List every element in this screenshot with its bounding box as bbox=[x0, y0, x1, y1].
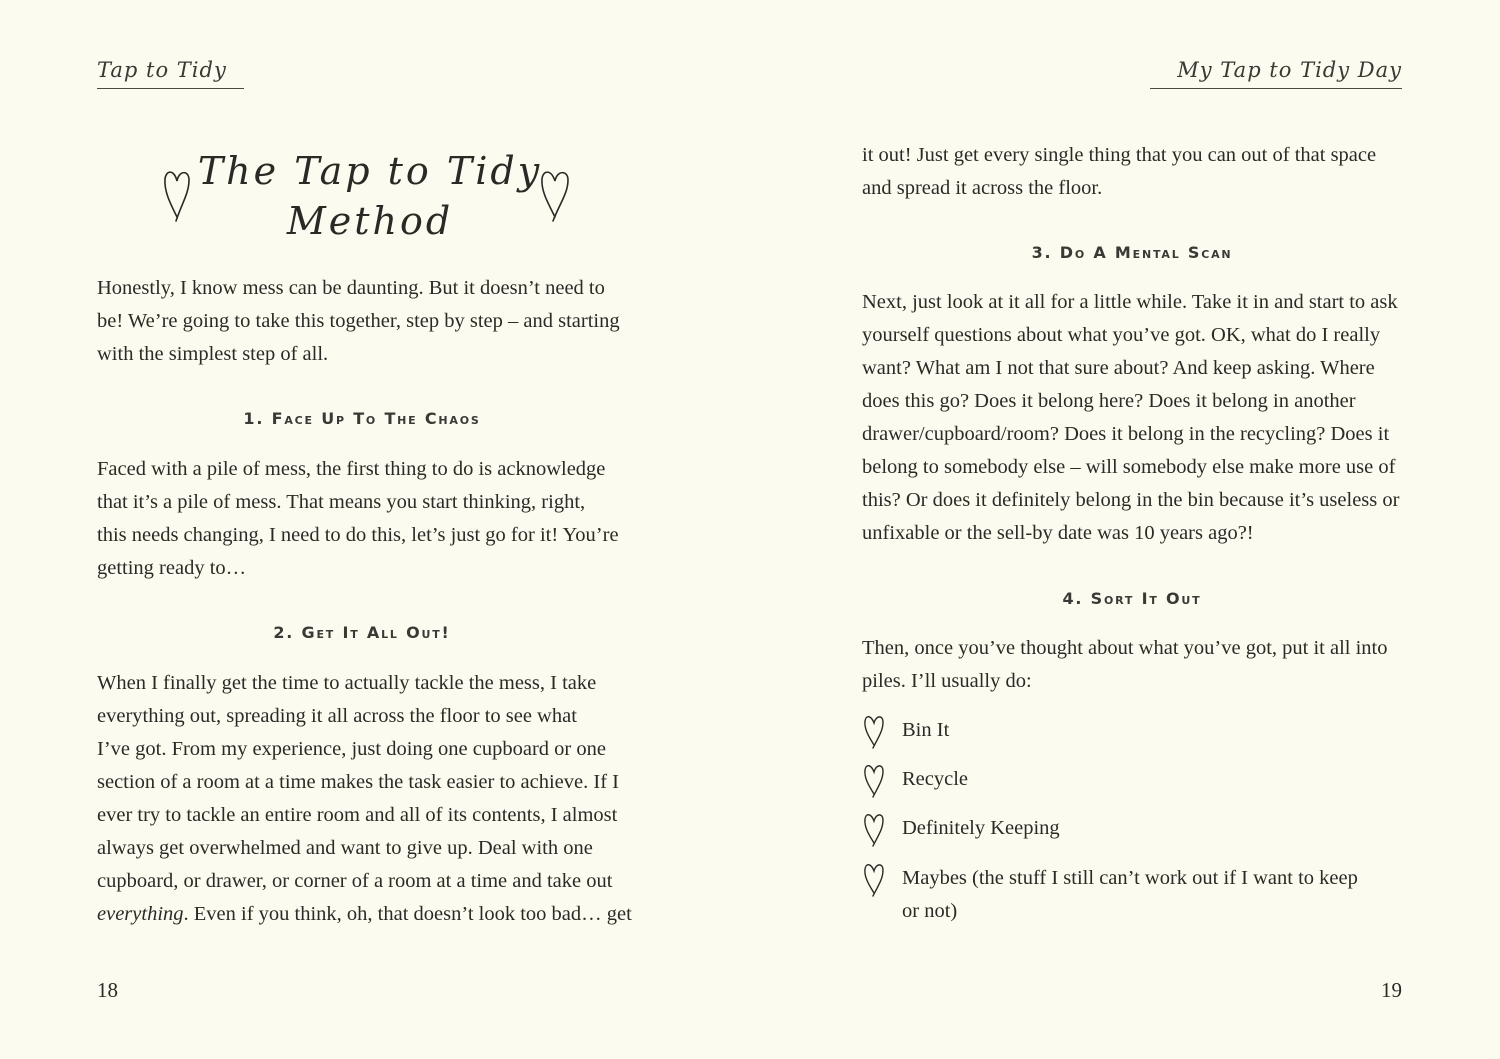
step-3-line: this? Or does it definitely belong in the bin because it’s useless or bbox=[862, 489, 1400, 511]
running-head-left: Tap to Tidy bbox=[97, 56, 244, 89]
running-head-right: My Tap to Tidy Day bbox=[1150, 56, 1402, 89]
heart-bullet-icon bbox=[862, 712, 886, 750]
heart-bullet-icon bbox=[862, 761, 886, 799]
right-page bbox=[750, 0, 1500, 1059]
chapter-title-line-2: Method bbox=[286, 199, 454, 243]
step-4-heading: 4. Sort It Out bbox=[1062, 589, 1202, 608]
step-2-line: always get overwhelmed and want to give up. Deal with one bbox=[97, 837, 593, 859]
emphasis-everything: everything bbox=[97, 903, 184, 925]
intro-line: be! We’re going to take this together, step by step – and starting bbox=[97, 310, 620, 332]
step-3-line: does this go? Does it belong here? Does it belong in another bbox=[862, 390, 1356, 412]
step-1-line: getting ready to… bbox=[97, 557, 247, 579]
heart-icon bbox=[538, 165, 572, 223]
step-3-line: yourself questions about what you’ve got. OK, what do I really bbox=[862, 324, 1381, 346]
step-2-line: When I finally get the time to actually tackle the mess, I take bbox=[97, 672, 597, 694]
list-item-label-line: or not) bbox=[902, 900, 958, 922]
page-number-left: 18 bbox=[97, 978, 118, 1002]
step-3-heading: 3. Do A Mental Scan bbox=[1031, 243, 1233, 262]
step-3-line: drawer/cupboard/room? Does it belong in the recycling? Does it bbox=[862, 423, 1390, 445]
list-item-label: Bin It bbox=[902, 719, 950, 741]
step-2-line: cupboard, or drawer, or corner of a room at a time and take out bbox=[97, 870, 613, 892]
heart-bullet-icon bbox=[862, 810, 886, 848]
step-3-paragraph bbox=[862, 286, 1399, 550]
continuation-line: it out! Just get every single thing that you can out of that space bbox=[862, 144, 1377, 166]
list-item-label: Recycle bbox=[902, 768, 969, 790]
chapter-title bbox=[150, 145, 590, 245]
page-number-right: 19 bbox=[1381, 978, 1402, 1002]
step-3-line: Next, just look at it all for a little while. Take it in and start to ask bbox=[862, 291, 1398, 313]
continuation-paragraph bbox=[862, 139, 1376, 205]
step-4-line: piles. I’ll usually do: bbox=[862, 670, 1032, 692]
step-2-paragraph bbox=[97, 667, 632, 931]
step-4-line: Then, once you’ve thought about what you’ve got, put it all into bbox=[862, 637, 1388, 659]
step-4-paragraph bbox=[862, 632, 1388, 698]
step-1-paragraph bbox=[97, 453, 619, 585]
step-2-heading: 2. Get It All Out! bbox=[273, 623, 451, 642]
heart-bullet-icon bbox=[862, 860, 886, 898]
step-1-line: that it’s a pile of mess. That means you start thinking, right, bbox=[97, 491, 586, 513]
list-item-label-line: Maybes (the stuff I still can’t work out if I want to keep bbox=[902, 867, 1358, 889]
step-3-line: unfixable or the sell-by date was 10 years ago?! bbox=[862, 522, 1254, 544]
step-2-line: everything out, spreading it all across the floor to see what bbox=[97, 705, 577, 727]
list-item-label bbox=[902, 862, 1382, 928]
step-2-last-line-rest: . Even if you think, oh, that doesn’t look too bad… get bbox=[183, 903, 632, 925]
step-2-last-line bbox=[97, 898, 632, 931]
intro-line: with the simplest step of all. bbox=[97, 343, 329, 365]
intro-line: Honestly, I know mess can be daunting. But it doesn’t need to bbox=[97, 277, 605, 299]
step-1-line: this needs changing, I need to do this, let’s just go for it! You’re bbox=[97, 524, 619, 546]
step-2-line: section of a room at a time makes the task easier to achieve. If I bbox=[97, 771, 619, 793]
chapter-title-line-1: The Tap to Tidy bbox=[197, 149, 543, 193]
continuation-line: and spread it across the floor. bbox=[862, 177, 1103, 199]
list-item-label: Definitely Keeping bbox=[902, 817, 1060, 839]
step-1-line: Faced with a pile of mess, the first thing to do is acknowledge bbox=[97, 458, 606, 480]
step-3-line: want? What am I not that sure about? And keep asking. Where bbox=[862, 357, 1375, 379]
step-3-line: belong to somebody else – will somebody else make more use of bbox=[862, 456, 1396, 478]
intro-paragraph bbox=[97, 272, 620, 371]
step-1-heading: 1. Face Up To The Chaos bbox=[243, 409, 481, 428]
step-2-line: ever try to tackle an entire room and all of its contents, I almost bbox=[97, 804, 618, 826]
step-2-line: I’ve got. From my experience, just doing one cupboard or one bbox=[97, 738, 606, 760]
